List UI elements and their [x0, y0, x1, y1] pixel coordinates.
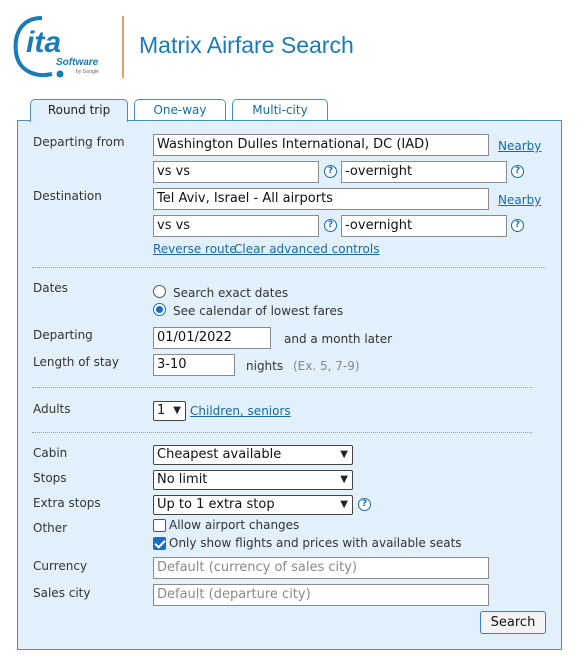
see-calendar-label: See calendar of lowest fares [173, 304, 344, 318]
origin-input[interactable]: Washington Dulles International, DC (IAD) [153, 134, 489, 156]
cabin-select[interactable] [153, 445, 353, 465]
month-later-label: and a month later [284, 332, 393, 346]
stops-select[interactable] [153, 470, 353, 490]
chevron-down-icon: ▼ [173, 405, 181, 416]
dest-routing-input[interactable]: vs vs [153, 215, 319, 237]
clear-advanced-link[interactable]: Clear advanced controls [234, 242, 380, 256]
sales-city-label: Sales city [33, 586, 91, 600]
adults-select[interactable] [153, 401, 186, 421]
destination-label: Destination [33, 189, 102, 203]
adults-value: 1 [157, 403, 166, 418]
reverse-route-link[interactable]: Reverse route [153, 242, 237, 256]
extra-stops-help-icon[interactable]: ? [358, 498, 371, 511]
length-of-stay-label: Length of stay [33, 355, 119, 369]
available-seats-checkbox[interactable] [153, 537, 166, 550]
dest-routing-help-icon[interactable]: ? [324, 219, 337, 232]
see-calendar-radio[interactable] [153, 303, 166, 316]
children-seniors-link[interactable]: Children, seniors [190, 404, 291, 418]
extra-stops-value: Up to 1 extra stop [157, 497, 275, 512]
dest-extension-help-icon[interactable]: ? [511, 219, 524, 232]
origin-extension-input[interactable]: -overnight [341, 161, 507, 183]
logo-text: ita [26, 26, 62, 59]
origin-routing-help-icon[interactable]: ? [324, 165, 337, 178]
logo-sub: Software [56, 57, 99, 68]
length-of-stay-input[interactable]: 3-10 [153, 354, 235, 376]
cabin-label: Cabin [33, 446, 68, 460]
origin-routing-input[interactable]: vs vs [153, 161, 319, 183]
tab-one-way[interactable]: One-way [134, 99, 226, 121]
length-example: (Ex. 5, 7-9) [293, 359, 360, 373]
allow-airport-changes-label: Allow airport changes [169, 518, 300, 532]
nights-label: nights [246, 359, 284, 373]
departing-from-label: Departing from [33, 135, 125, 149]
section-divider [32, 387, 532, 388]
origin-nearby-link[interactable]: Nearby [498, 139, 542, 153]
dates-label: Dates [33, 281, 68, 295]
available-seats-label: Only show flights and prices with available seats [169, 536, 462, 550]
cabin-value: Cheapest available [157, 447, 282, 462]
tab-round-trip[interactable]: Round trip [30, 99, 128, 122]
page-title: Matrix Airfare Search [139, 32, 354, 58]
currency-input[interactable]: Default (currency of sales city) [153, 557, 489, 579]
sales-city-input[interactable]: Default (departure city) [153, 584, 489, 606]
other-label: Other [33, 521, 68, 535]
header-divider [122, 16, 124, 78]
search-button[interactable]: Search [480, 611, 546, 634]
adults-label: Adults [33, 402, 71, 416]
extra-stops-label: Extra stops [33, 496, 101, 510]
origin-extension-help-icon[interactable]: ? [511, 165, 524, 178]
dest-extension-input[interactable]: -overnight [341, 215, 507, 237]
stops-value: No limit [157, 472, 208, 487]
chevron-down-icon: ▼ [340, 449, 348, 460]
destination-nearby-link[interactable]: Nearby [498, 193, 542, 207]
logo-by: by Google [76, 69, 99, 75]
destination-input[interactable]: Tel Aviv, Israel - All airports [153, 188, 489, 210]
currency-label: Currency [33, 559, 88, 573]
departing-date-input[interactable]: 01/01/2022 [153, 327, 271, 349]
search-exact-label: Search exact dates [173, 286, 289, 300]
section-divider [32, 432, 532, 433]
tab-multi-city[interactable]: Multi-city [232, 99, 328, 121]
ita-software-logo [12, 12, 108, 80]
departing-label: Departing [33, 328, 93, 342]
chevron-down-icon: ▼ [340, 474, 348, 485]
stops-label: Stops [33, 471, 67, 485]
allow-airport-changes-checkbox[interactable] [153, 519, 166, 532]
extra-stops-select[interactable] [153, 495, 353, 515]
search-form-panel [17, 120, 562, 650]
chevron-down-icon: ▼ [340, 499, 348, 510]
section-divider [32, 267, 546, 268]
search-exact-radio[interactable] [153, 285, 166, 298]
